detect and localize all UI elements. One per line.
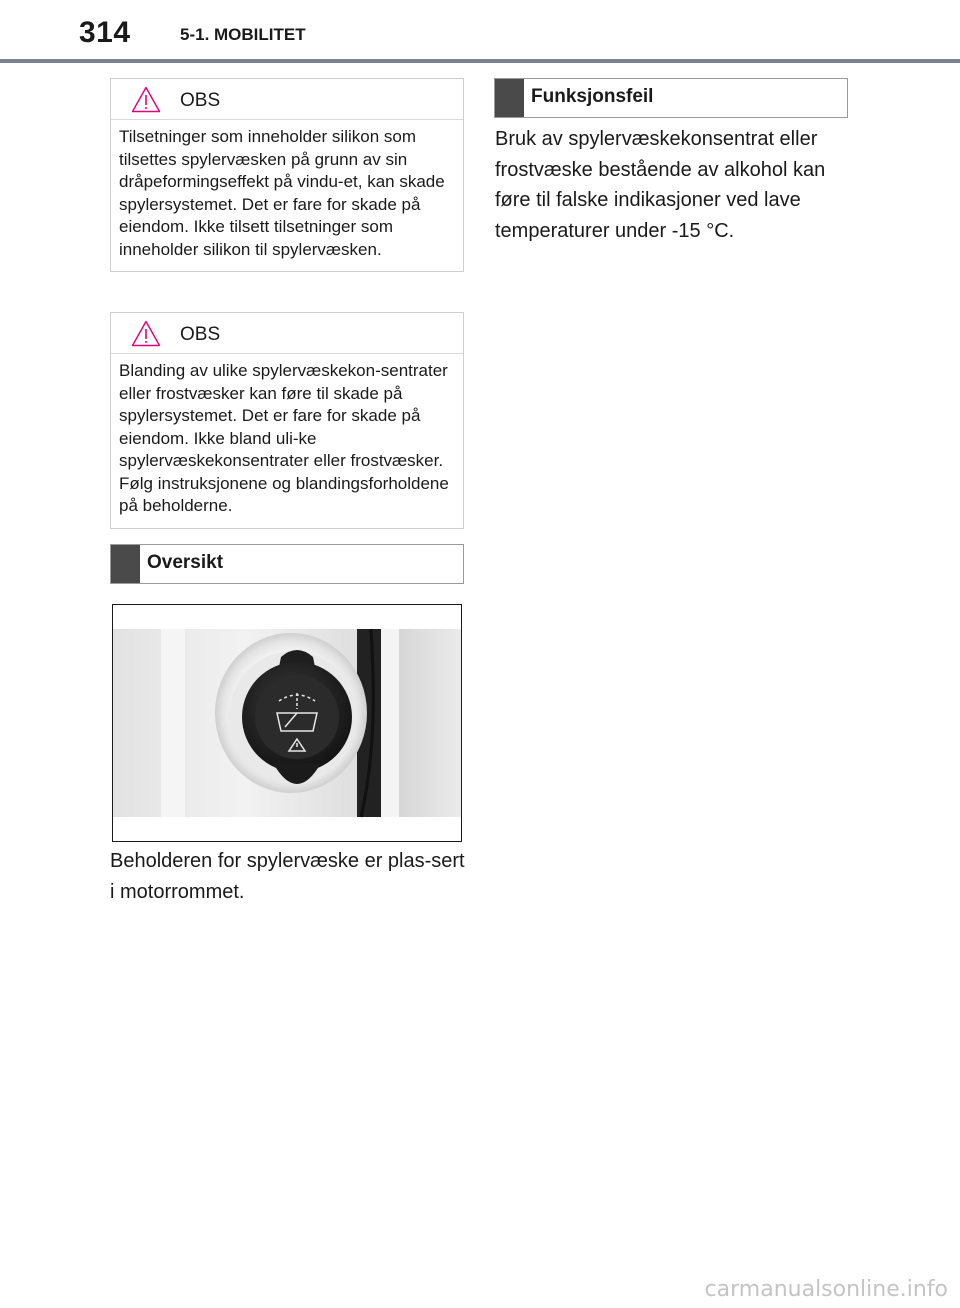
notice-obs-silicone <box>110 78 464 272</box>
notice-header <box>111 79 463 120</box>
notice-text: Blanding av ulike spylervæskekon-sentrater eller frostvæsker kan føre til skade på spylersystemet. Det er fare for skade på eiendom. Ikke bland uli-ke spylervæskekonsentrater eller frostvæsker. Følg instruksjonene og blandingsforholdene på beholderne. <box>119 361 449 515</box>
washer-reservoir-photo <box>112 604 462 842</box>
overview-heading-label: Oversikt <box>147 552 224 573</box>
header-divider <box>0 59 960 63</box>
heading-marker <box>111 545 140 583</box>
heading-marker <box>495 79 524 117</box>
page-header <box>0 0 960 66</box>
watermark: carmanualsonline.info <box>704 1277 948 1302</box>
washer-reservoir-illustration <box>113 605 461 841</box>
notice-title: OBS <box>180 90 221 111</box>
page-number: 314 <box>79 16 131 49</box>
overview-heading <box>110 544 464 584</box>
warning-triangle-icon <box>131 320 161 347</box>
notice-title: OBS <box>180 324 221 345</box>
warning-triangle-icon <box>131 86 161 113</box>
section-title: 5-1. MOBILITET <box>180 25 306 44</box>
notice-header <box>111 313 463 354</box>
overview-text: Beholderen for spylervæske er plas-sert i motorrommet. <box>110 850 465 903</box>
malfunction-text: Bruk av spylervæskekonsentrat eller frostvæske bestående av alkohol kan føre til falske indikasjoner ved lave temperaturer under -15 °C. <box>495 128 826 242</box>
notice-text: Tilsetninger som inneholder silikon som tilsettes spylervæsken på grunn av sin dråpeformingseffekt på vindu-et, kan skade spylersystemet. Det er fare for skade på eiendom. Ikke tilsett tilsetninger som inneholder silikon til spylervæsken. <box>119 127 445 259</box>
notice-obs-mixing <box>110 312 464 529</box>
malfunction-heading-label: Funksjonsfeil <box>531 86 654 107</box>
malfunction-heading <box>494 78 848 118</box>
